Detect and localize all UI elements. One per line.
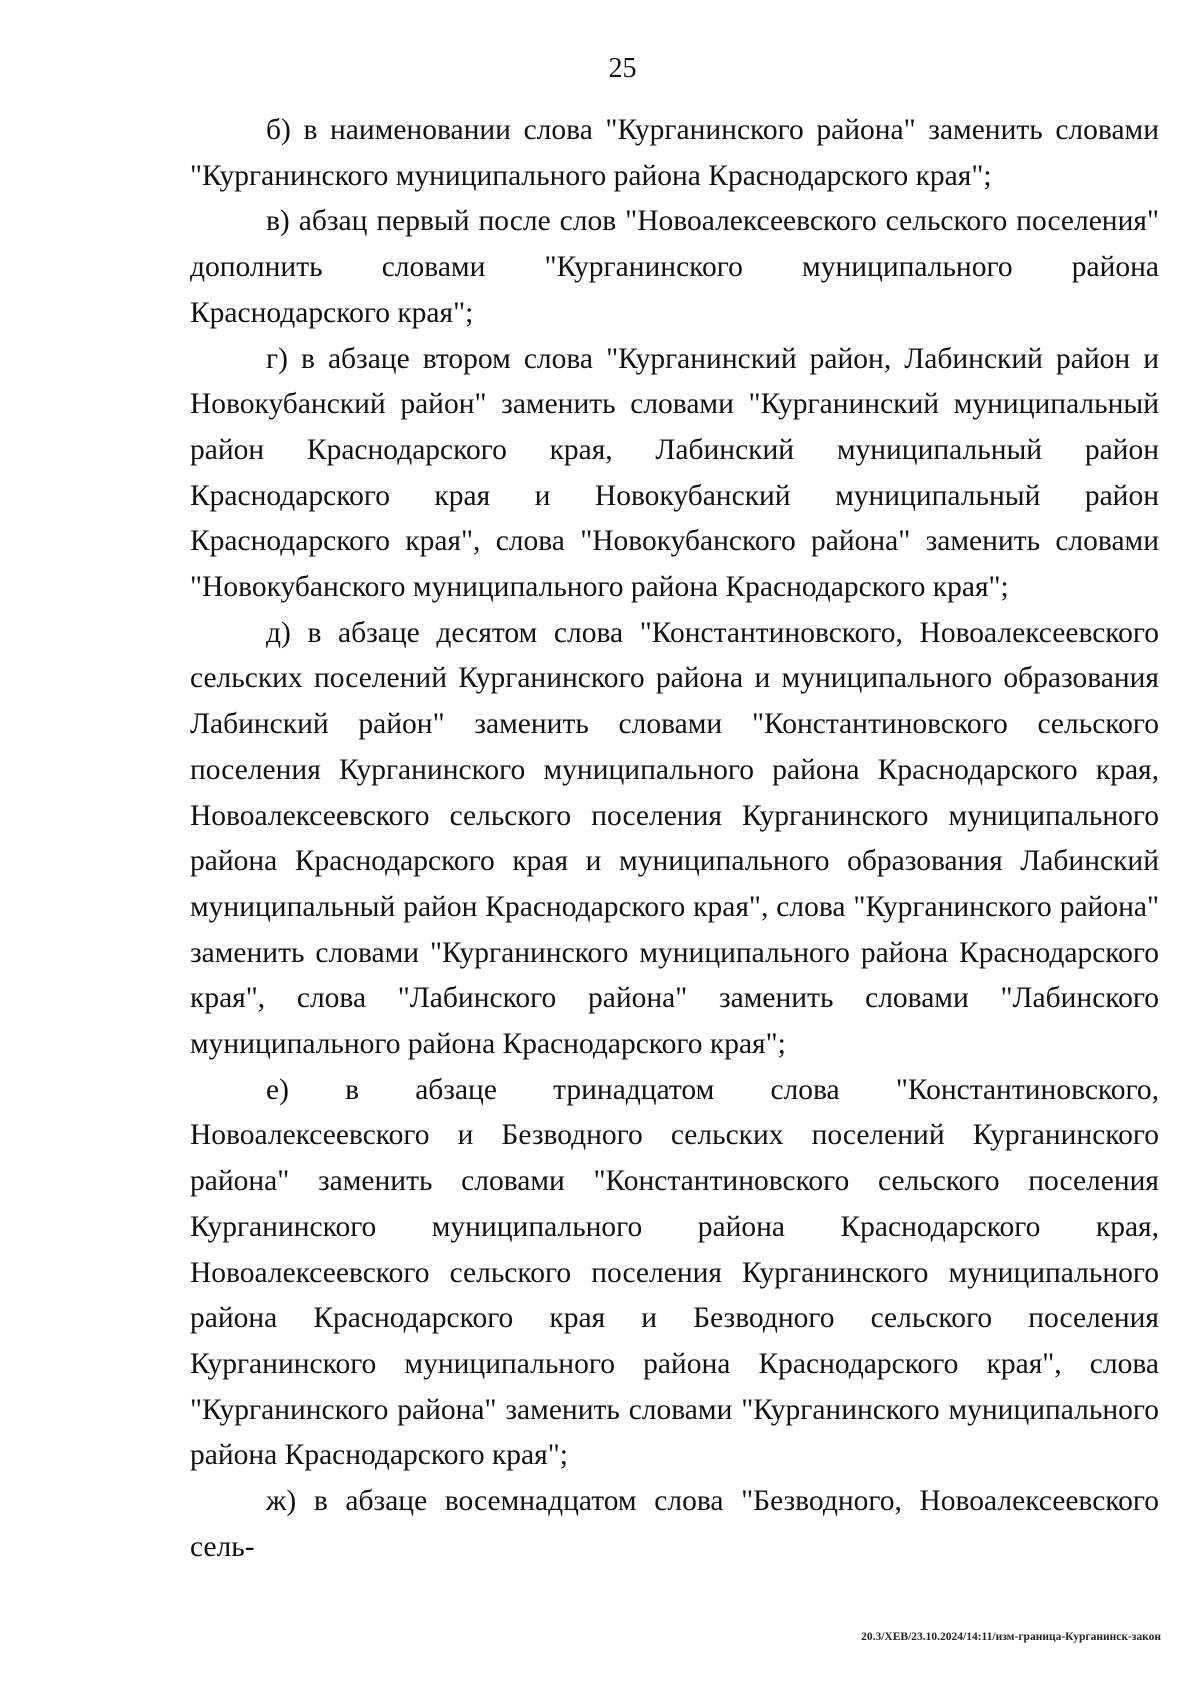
paragraph-d: д) в абзаце десятом слова "Константиновского, Новоалексеевского сельских поселений Курганинского района и муниципального образования Лабинский район" заменить словами "Константиновского сельского поселения Курганинского муниципального района Краснодарского края, Новоалексеевского сельского поселения Курганинского муниципального района Краснодарского края и муниципального образования Лабинский муниципальный район Краснодарского края", слова "Курганинского района" заменить словами "Курганинского муниципального района Краснодарского края", слова "Лабинского района" заменить словами "Лабинского муниципального района Краснодарского края"; [190,616,1159,1061]
document-body [190,108,1159,1571]
paragraph-b: б) в наименовании слова "Курганинского района" заменить словами "Курганинского муниципального района Краснодарского края"; [190,114,1159,192]
paragraph-e: е) в абзаце тринадцатом слова "Константиновского, Новоалексеевского и Безводного сельских поселений Курганинского района" заменить словами "Константиновского сельского поселения Курганинского муниципального района Краснодарского края, Новоалексеевского сельского поселения Курганинского муниципального района Краснодарского края и Безводного сельского поселения Курганинского муниципального района Краснодарского края", слова "Курганинского района" заменить словами "Курганинского муниципального района Краснодарского края"; [190,1073,1159,1472]
paragraph-g: г) в абзаце втором слова "Курганинский район, Лабинский район и Новокубанский район" заменить словами "Курганинский муниципальный район Краснодарского края, Лабинский муниципальный район Краснодарского края и Новокубанский муниципальный район Краснодарского края", слова "Новокубанского района" заменить словами "Новокубанского муниципального района Краснодарского края"; [190,342,1159,604]
paragraph-zh: ж) в абзаце восемнадцатом слова "Безводного, Новоалексеевского сель- [190,1485,1159,1563]
document-footer-code: 20.3/ХЕВ/23.10.2024/14:11/изм-граница-Курганинск-закон [861,1631,1161,1643]
paragraph-v: в) абзац первый после слов "Новоалексеевского сельского поселения" дополнить словами "Курганинского муниципального района Краснодарского края"; [190,205,1159,329]
page-number: 25 [608,53,637,84]
